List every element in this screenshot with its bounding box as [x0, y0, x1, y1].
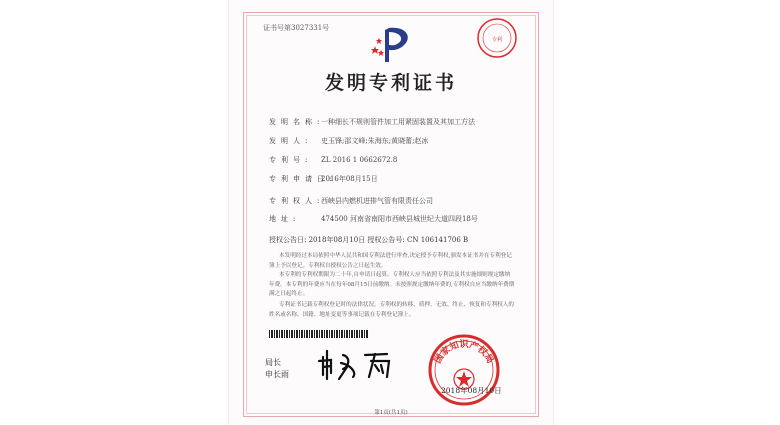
page-footer: 第1页(共1页)	[374, 410, 408, 416]
svg-text:国家知识产权局: 国家知识产权局	[433, 340, 495, 366]
page-title: 发明专利证书	[324, 72, 457, 94]
row-address: 地址: 474500 河南省南阳市西峡县城世纪大道四段18号	[269, 215, 478, 223]
row-patentee: 专利权人:西峡县内燃机进排气管有限责任公司	[269, 197, 433, 205]
paragraph-1: 本发明经过本局依照中华人民共和国专利法进行审查,决定授予专利权,颁发本证书并在专利登记簿上予以登记。专利权自授权公告之日起生效。	[269, 253, 512, 269]
svg-text:专利: 专利	[491, 37, 503, 43]
row-filing-date: 专利申请日:2016年08月15日	[269, 175, 378, 183]
paragraph-3: 专利证书记载专利权登记时的法律状况。专利权的转移、质押、无效、终止、恢复和专利权人的姓名或名称、国籍、地址变更等事项记载在专利登记簿上。	[269, 302, 514, 318]
certificate-page	[228, 0, 554, 425]
barcode	[269, 330, 369, 338]
director-name: 申长雨	[265, 370, 289, 379]
seal-date: 2018年08月10日	[441, 386, 502, 395]
row-grant-info: 授权公告日: 2018年08月10日 授权公告号: CN 106141706 B	[269, 236, 469, 244]
director-title: 局长	[265, 358, 281, 367]
paragraph-2: 本专利的专利权期限为二十年,自申请日起算。专利权人应当依照专利法及其实施细则规定缴纳年费。本专利的年费应当在每年08月15日前缴纳。未按照规定缴纳年费的,专利权自应当缴纳年费期满之日起终止。	[269, 272, 515, 298]
row-patent-number: 专利号: ZL 2016 1 0662672.8	[269, 156, 398, 164]
director-signature-icon	[317, 347, 417, 381]
row-invention-name: 发明名称:一种细长不规则管件加工用紧固装置及其加工方法	[269, 118, 475, 126]
certificate-number: 证书号第3027331号	[263, 24, 330, 32]
top-seal-icon	[476, 17, 518, 59]
row-inventors: 发明人: 史玉锋;邵文峰;朱海东;黄晓蕾;赵冰	[269, 137, 429, 145]
cnipa-logo-icon	[369, 24, 421, 64]
